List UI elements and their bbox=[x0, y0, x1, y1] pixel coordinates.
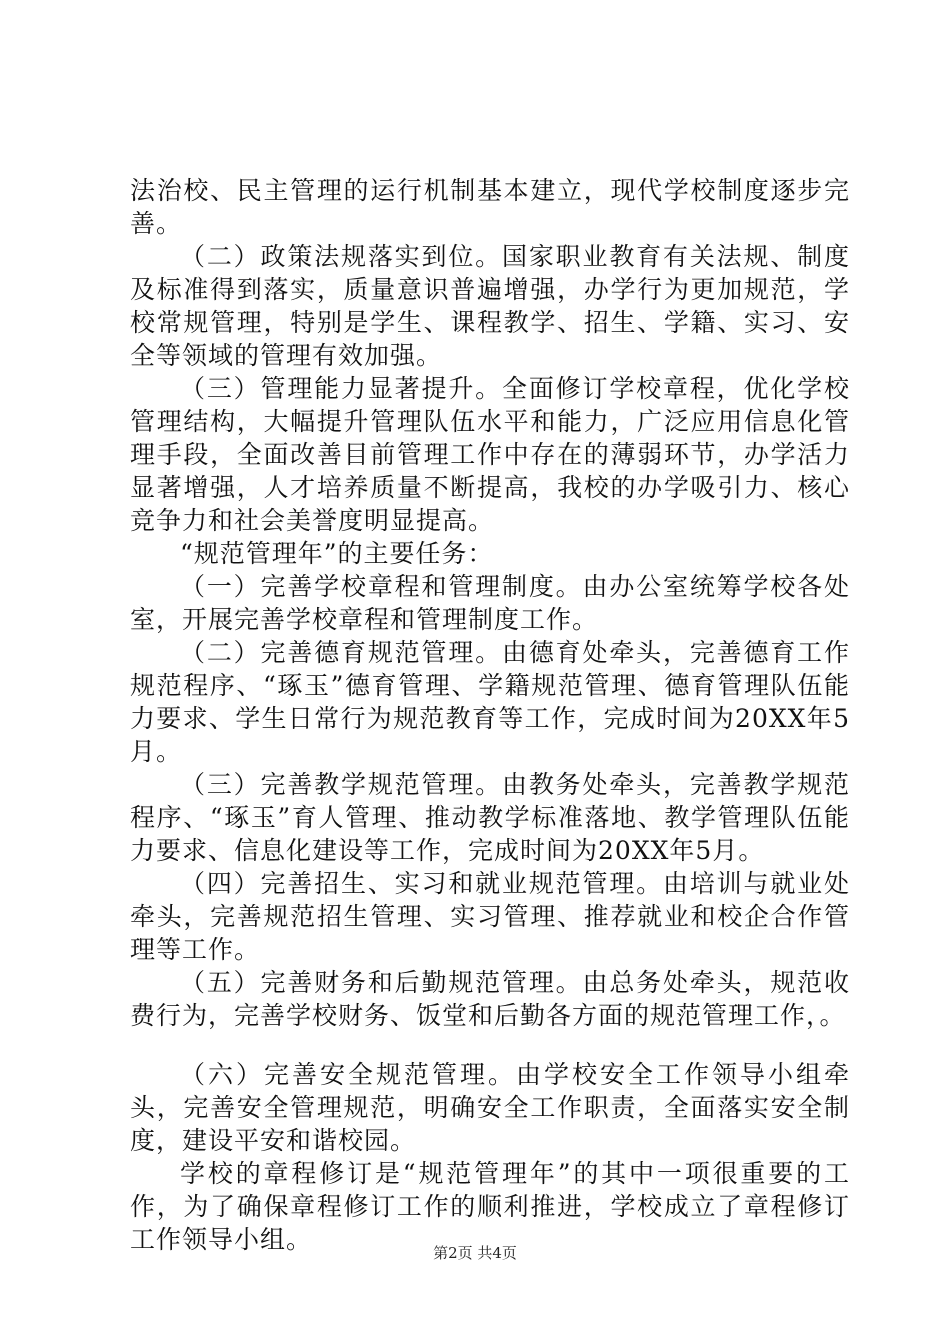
paragraph-policy: （二）政策法规落实到位。国家职业教育有关法规、制度及标准得到落实，质量意识普遍增强，办学行为更加规范，学校常规管理，特别是学生、课程教学、招生、学籍、实习、安全等领域的管理有效加强。 bbox=[130, 242, 850, 370]
paragraph-task-6: （六）完善安全规范管理。由学校安全工作领导小组牵头，完善安全管理规范，明确安全工作职责，全面落实安全制度，建设平安和谐校园。 bbox=[130, 1060, 850, 1155]
paragraph-capability: （三）管理能力显著提升。全面修订学校章程，优化学校管理结构，大幅提升管理队伍水平和能力，广泛应用信息化管理手段，全面改善目前管理工作中存在的薄弱环节，办学活力显著增强，人才培养质量不断提高，我校的办学吸引力、核心竞争力和社会美誉度明显提高。 bbox=[130, 374, 850, 535]
page-number: 第2页 共4页 bbox=[433, 1244, 517, 1262]
paragraph-task-3: （三）完善教学规范管理。由教务处牵头，完善教学规范程序、“琢玉”育人管理、推动教学标准落地、教学管理队伍能力要求、信息化建设等工作，完成时间为20XX年5月。 bbox=[130, 770, 850, 865]
paragraph-task-4: （四）完善招生、实习和就业规范管理。由培训与就业处牵头，完善规范招生管理、实习管理、推荐就业和校企合作管理等工作。 bbox=[130, 869, 850, 964]
paragraph-continuation: 法治校、民主管理的运行机制基本建立，现代学校制度逐步完善。 bbox=[130, 176, 850, 238]
paragraph-task-1: （一）完善学校章程和管理制度。由办公室统筹学校各处室，开展完善学校章程和管理制度工作。 bbox=[130, 572, 850, 634]
paragraph-task-5: （五）完善财务和后勤规范管理。由总务处牵头，规范收费行为，完善学校财务、饭堂和后勤各方面的规范管理工作，。 bbox=[130, 968, 850, 1030]
paragraph-task-2: （二）完善德育规范管理。由德育处牵头，完善德育工作规范程序、“琢玉”德育管理、学籍规范管理、德育管理队伍能力要求、学生日常行为规范教育等工作，完成时间为20XX年5月。 bbox=[130, 638, 850, 766]
paragraph-main-tasks-heading: “规范管理年”的主要任务： bbox=[180, 539, 494, 568]
document-body bbox=[130, 174, 850, 1256]
paragraph-charter-revision: 学校的章程修订是“规范管理年”的其中一项很重要的工作，为了确保章程修订工作的顺利推进，学校成立了章程修订工作领导小组。 bbox=[130, 1159, 850, 1254]
